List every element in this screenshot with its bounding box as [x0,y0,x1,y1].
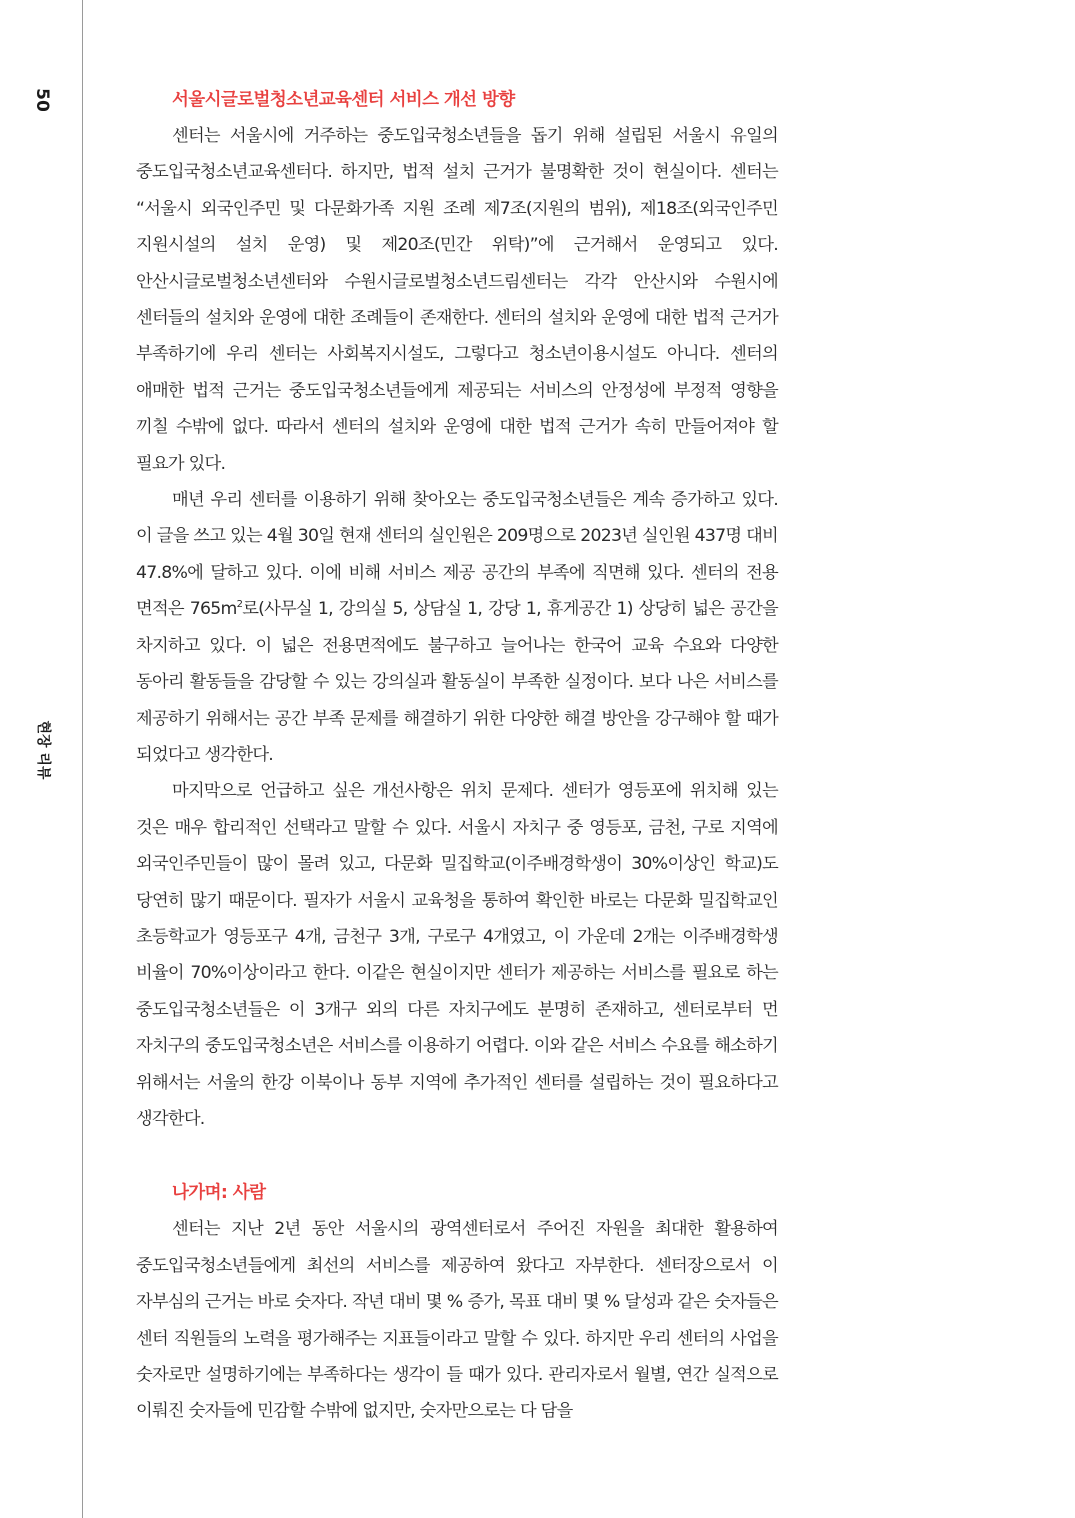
paragraph-text: 매년 우리 센터를 이용하기 위해 찾아오는 중도입국청소년들은 계속 증가하고 있다. 이 글을 쓰고 있는 4월 30일 현재 센터의 실인원은 209명으로 2023년 실인원 437명 대비 47.8%에 달하고 있다. 이에 비해 서비스 제공 공간의 부족에 직면해 있다. 센터의 전용 면적은 765m [136,490,778,620]
paragraph-closing: 센터는 지난 2년 동안 서울시의 광역센터로서 주어진 자원을 최대한 활용하여 중도입국청소년들에게 최선의 서비스를 제공하여 왔다고 자부한다. 센터장으로서 이 자부심의 근거는 바로 숫자다. 작년 대비 몇 % 증가, 목표 대비 몇 % 달성과 같은 숫자들은 센터 직원들의 노력을 평가해주는 지표들이라고 말할 수 있다. 하지만 우리 센터의 사업을 숫자로만 설명하기에는 부족하다는 생각이 들 때가 있다. 관리자로서 월별, 연간 실적으로 이뤄진 숫자들에 민감할 수밖에 없지만, 숫자만으로는 다 담을 [136,1219,778,1422]
page-number: 50 [32,88,52,112]
margin-rule [82,0,83,1518]
article-body [136,82,778,1430]
paragraph-space-shortage [136,482,778,773]
section-heading-service-improvement: 서울시글로벌청소년교육센터 서비스 개선 방향 [172,90,515,110]
paragraph-legal-basis: 센터는 서울시에 거주하는 중도입국청소년들을 돕기 위해 설립된 서울시 유일의 중도입국청소년교육센터다. 하지만, 법적 설치 근거가 불명확한 것이 현실이다. 센터는 “서울시 외국인주민 및 다문화가족 지원 조례 제7조(지원의 범위), 제18조(외국인주민 지원시설의 설치 운영) 및 제20조(민간 위탁)”에 근거해서 운영되고 있다. 안산시글로벌청소년센터와 수원시글로벌청소년드림센터는 각각 안산시와 수원시에 센터들의 설치와 운영에 대한 조례들이 존재한다. 센터의 설치와 운영에 대한 법적 근거가 부족하기에 우리 센터는 사회복지시설도, 그렇다고 청소년이용시설도 아니다. 센터의 애매한 법적 근거는 중도입국청소년들에게 제공되는 서비스의 안정성에 부정적 영향을 끼칠 수밖에 없다. 따라서 센터의 설치와 운영에 대한 법적 근거가 속히 만들어져야 할 필요가 있다. [136,126,778,474]
section-heading-closing: 나가며: 사람 [172,1183,266,1204]
running-section-label: 현장 리뷰 [35,720,51,780]
paragraph-text: 로(사무실 1, 강의실 5, 상담실 1, 강당 1, 휴게공간 1) 상당히 넓은 공간을 차지하고 있다. 이 넓은 전용면적에도 불구하고 늘어나는 한국어 교육 수요와 다양한 동아리 활동들을 감당할 수 있는 강의실과 활동실이 부족한 실정이다. 보다 나은 서비스를 제공하기 위해서는 공간 부족 문제를 해결하기 위한 다양한 해결 방안을 강구해야 할 때가 되었다고 생각한다. [136,599,779,765]
superscript: 2 [236,599,243,611]
paragraph-location: 마지막으로 언급하고 싶은 개선사항은 위치 문제다. 센터가 영등포에 위치해 있는 것은 매우 합리적인 선택라고 말할 수 있다. 서울시 자치구 중 영등포, 금천, 구로 지역에 외국인주민들이 많이 몰려 있고, 다문화 밀집학교(이주배경학생이 30%이상인 학교)도 당연히 많기 때문이다. 필자가 서울시 교육청을 통하여 확인한 바로는 다문화 밀집학교인 초등학교가 영등포구 4개, 금천구 3개, 구로구 4개였고, 이 가운데 2개는 이주배경학생 비율이 70%이상이라고 한다. 이같은 현실이지만 센터가 제공하는 서비스를 필요로 하는 중도입국청소년들은 이 3개구 외의 다른 자치구에도 분명히 존재하고, 센터로부터 먼 자치구의 중도입국청소년은 서비스를 이용하기 어렵다. 이와 같은 서비스 수요를 해소하기 위해서는 서울의 한강 이북이나 동부 지역에 추가적인 센터를 설립하는 것이 필요하다고 생각한다. [136,781,778,1129]
